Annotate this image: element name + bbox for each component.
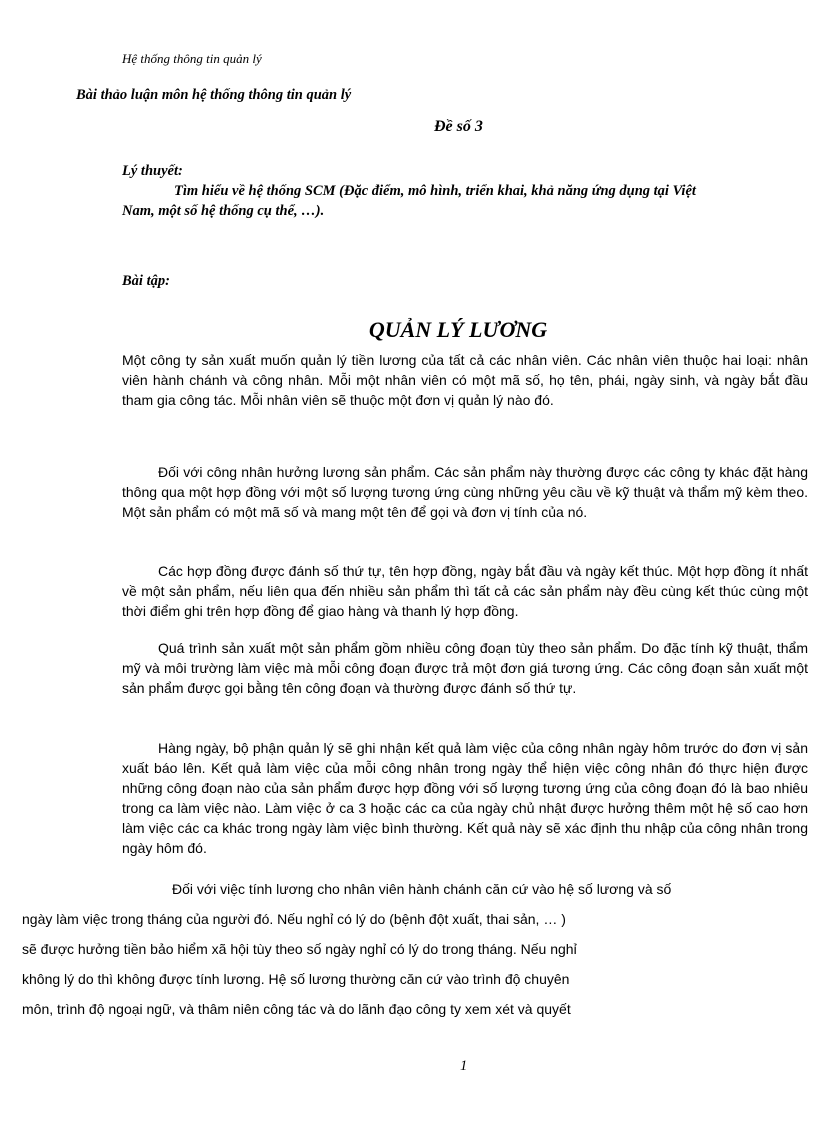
page-header: Hệ thống thông tin quản lý	[122, 51, 262, 66]
paragraph-3: Các hợp đồng được đánh số thứ tự, tên hợp đồng, ngày bắt đầu và ngày kết thúc. Một hợp đồng ít nhất về một sản phẩm, nếu liên qua đến nhiều sản phẩm thì tất cả các sản phẩm này đều cùng kết thúc cùng một thời điểm ghi trên hợp đồng để giao hàng và thanh lý hợp đồng.	[122, 563, 808, 619]
paragraph-6-line-1: Đối với việc tính lương cho nhân viên hành chánh căn cứ vào hệ số lương và số	[172, 881, 672, 897]
paragraph-6-line-4: không lý do thì không được tính lương. Hệ số lương thường căn cứ vào trình độ chuyên	[22, 971, 570, 987]
paragraph-6-line-5: môn, trình độ ngoại ngữ, và thâm niên công tác và do lãnh đạo công ty xem xét và quyết	[22, 1001, 571, 1017]
paragraph-6	[22, 874, 742, 1024]
paragraph-4: Quá trình sản xuất một sản phẩm gồm nhiều công đoạn tùy theo sản phẩm. Do đặc tính kỹ thuật, thẩm mỹ và môi trường làm việc mà mỗi công đoạn được trả một đơn giá tương ứng. Các công đoạn sản xuất một sản phẩm được gọi bằng tên công đoạn và thường được đánh số thứ tự.	[122, 640, 808, 696]
exam-number: Đề số 3	[434, 118, 483, 135]
paragraph-2: Đối với công nhân hưởng lương sản phẩm. Các sản phẩm này thường được các công ty khác đặt hàng thông qua một hợp đồng với một số lượng tương ứng cùng những yêu cầu về kỹ thuật và thẩm mỹ kèm theo. Một sản phẩm có một mã số và mang một tên để gọi và đơn vị tính của nó.	[122, 464, 808, 520]
document-title: QUẢN LÝ LƯƠNG	[368, 317, 548, 342]
page-number: 1	[460, 1058, 468, 1074]
theory-line-2: Nam, một số hệ thống cụ thể, …).	[122, 203, 325, 219]
exercise-label: Bài tập:	[122, 273, 170, 289]
paragraph-6-line-3: sẽ được hưởng tiền bảo hiểm xã hội tùy theo số ngày nghỉ có lý do trong tháng. Nếu nghỉ	[22, 941, 577, 957]
paragraph-1: Một công ty sản xuất muốn quản lý tiền lương của tất cả các nhân viên. Các nhân viên thuộc hai loại: nhân viên hành chánh và công nhân. Mỗi một nhân viên có một mã số, họ tên, phái, ngày sinh, và ngày bắt đầu tham gia công tác. Mỗi nhân viên sẽ thuộc một đơn vị quản lý nào đó.	[122, 352, 808, 408]
paragraph-5: Hàng ngày, bộ phận quản lý sẽ ghi nhận kết quả làm việc của công nhân ngày hôm trước do đơn vị sản xuất báo lên. Kết quả làm việc của mỗi công nhân trong ngày thể hiện việc công nhân đó thực hiện được những công đoạn nào của sản phẩm được hợp đồng với số lượng tương ứng của công đoạn đó là bao nhiêu trong ca làm việc nào. Làm việc ở ca 3 hoặc các ca của ngày chủ nhật được hưởng thêm một hệ số cao hơn làm việc các ca khác trong ngày làm việc bình thường. Kết quả này sẽ xác định thu nhập của công nhân trong ngày hôm đó.	[122, 740, 808, 856]
theory-text	[122, 181, 812, 221]
discussion-title: Bài thảo luận môn hệ thống thông tin quản lý	[76, 87, 352, 103]
theory-line-1: Tìm hiểu về hệ thống SCM (Đặc điểm, mô hình, triển khai, khả năng ứng dụng tại Việt	[174, 183, 696, 199]
paragraph-6-line-2: ngày làm việc trong tháng của người đó. Nếu nghỉ có lý do (bệnh đột xuất, thai sản, … )	[22, 911, 566, 927]
theory-label: Lý thuyết:	[122, 163, 183, 179]
